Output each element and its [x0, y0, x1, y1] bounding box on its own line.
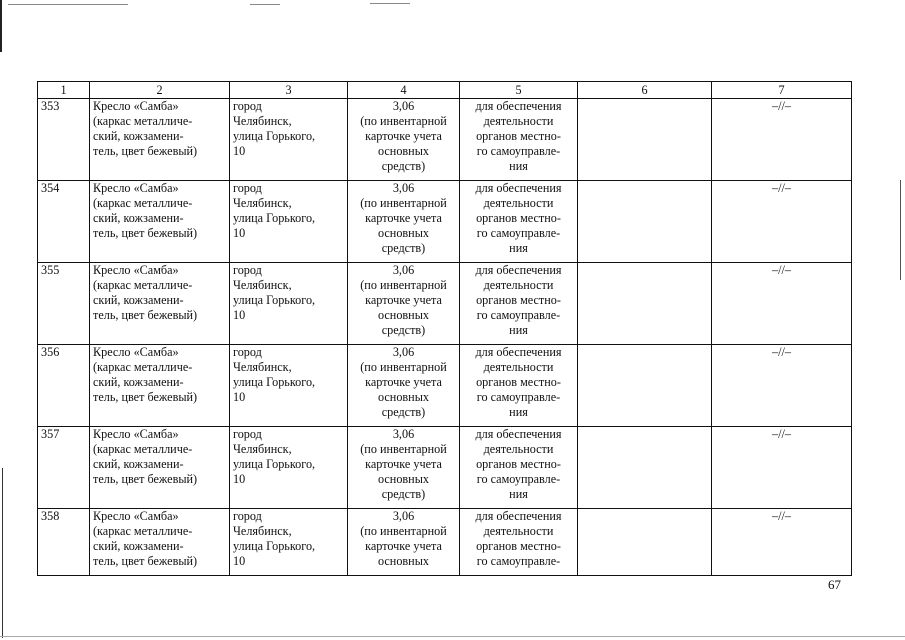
- cost-line: (по инвентарной: [360, 442, 447, 456]
- address-cell: [230, 99, 348, 181]
- purpose-line: деятельности: [483, 196, 554, 210]
- item-name-line: ский, кожзамени-: [93, 211, 184, 225]
- cost-line: основных: [378, 308, 429, 322]
- address-cell: [230, 263, 348, 345]
- item-name-line: ский, кожзамени-: [93, 375, 184, 389]
- ditto-mark-cell: –//–: [712, 99, 852, 181]
- purpose-cell: [460, 181, 578, 263]
- scan-artifact: [8, 4, 128, 5]
- item-name-line: (каркас металличе-: [93, 278, 193, 292]
- address-cell: [230, 345, 348, 427]
- address-line: 10: [233, 144, 246, 158]
- item-name-line: ский, кожзамени-: [93, 539, 184, 553]
- purpose-line: ния: [509, 241, 528, 255]
- cost-cell: [348, 427, 460, 509]
- item-name-line: Кресло «Самба»: [93, 427, 179, 441]
- cost-line: 3,06: [392, 509, 415, 523]
- purpose-line: органов местно-: [476, 457, 561, 471]
- purpose-line: го самоуправле-: [476, 472, 561, 486]
- table-header-row: [38, 82, 852, 99]
- purpose-line: для обеспечения: [475, 263, 562, 277]
- purpose-line: ния: [509, 323, 528, 337]
- address-cell: [230, 427, 348, 509]
- ditto-mark-cell: –//–: [712, 345, 852, 427]
- purpose-line: го самоуправле-: [476, 390, 561, 404]
- item-name-line: (каркас металличе-: [93, 442, 193, 456]
- purpose-line: органов местно-: [476, 375, 561, 389]
- cost-line: карточке учета: [365, 457, 442, 471]
- purpose-line: ния: [509, 487, 528, 501]
- column-header: 5: [460, 82, 578, 99]
- purpose-line: деятельности: [483, 360, 554, 374]
- cost-cell: [348, 263, 460, 345]
- column-header: 4: [348, 82, 460, 99]
- address-line: 10: [233, 390, 246, 404]
- table-row: [38, 181, 852, 263]
- cost-line: 3,06: [392, 345, 415, 359]
- cost-line: (по инвентарной: [360, 196, 447, 210]
- cost-line: основных: [378, 554, 429, 568]
- item-name-line: (каркас металличе-: [93, 360, 193, 374]
- cost-cell: [348, 509, 460, 576]
- purpose-cell: [460, 427, 578, 509]
- address-line: улица Горького,: [233, 211, 316, 225]
- address-line: 10: [233, 226, 246, 240]
- row-number-cell: 355: [38, 263, 90, 345]
- item-name-line: Кресло «Самба»: [93, 99, 179, 113]
- cost-line: основных: [378, 472, 429, 486]
- table-row: [38, 345, 852, 427]
- item-name-line: ский, кожзамени-: [93, 457, 184, 471]
- address-line: город: [233, 99, 262, 113]
- property-table: [37, 81, 852, 576]
- item-name-cell: [90, 263, 230, 345]
- cost-cell: [348, 99, 460, 181]
- purpose-line: ния: [509, 405, 528, 419]
- purpose-line: для обеспечения: [475, 427, 562, 441]
- purpose-line: го самоуправле-: [476, 226, 561, 240]
- purpose-line: го самоуправле-: [476, 554, 561, 568]
- cost-line: основных: [378, 390, 429, 404]
- item-name-line: ский, кожзамени-: [93, 129, 184, 143]
- address-line: улица Горького,: [233, 129, 316, 143]
- item-name-line: тель, цвет бежевый): [93, 308, 198, 322]
- item-name-cell: [90, 345, 230, 427]
- address-line: улица Горького,: [233, 375, 316, 389]
- cost-line: средств): [381, 405, 426, 419]
- cost-cell: [348, 181, 460, 263]
- purpose-cell: [460, 345, 578, 427]
- item-name-line: (каркас металличе-: [93, 196, 193, 210]
- purpose-line: для обеспечения: [475, 509, 562, 523]
- purpose-line: деятельности: [483, 442, 554, 456]
- column-6-cell: [578, 509, 712, 576]
- cost-line: 3,06: [392, 181, 415, 195]
- purpose-line: го самоуправле-: [476, 308, 561, 322]
- address-line: город: [233, 509, 262, 523]
- cost-line: основных: [378, 226, 429, 240]
- address-line: 10: [233, 308, 246, 322]
- scan-artifact: [250, 4, 280, 5]
- purpose-line: деятельности: [483, 114, 554, 128]
- address-line: Челябинск,: [233, 114, 292, 128]
- purpose-line: для обеспечения: [475, 181, 562, 195]
- purpose-line: органов местно-: [476, 293, 561, 307]
- row-number-cell: 358: [38, 509, 90, 576]
- scan-artifact: [900, 180, 901, 280]
- address-line: улица Горького,: [233, 457, 316, 471]
- cost-line: карточке учета: [365, 211, 442, 225]
- address-line: город: [233, 345, 262, 359]
- cost-line: 3,06: [392, 263, 415, 277]
- cost-line: карточке учета: [365, 375, 442, 389]
- item-name-line: тель, цвет бежевый): [93, 390, 198, 404]
- item-name-line: Кресло «Самба»: [93, 263, 179, 277]
- item-name-line: тель, цвет бежевый): [93, 226, 198, 240]
- item-name-cell: [90, 99, 230, 181]
- column-6-cell: [578, 99, 712, 181]
- cost-cell: [348, 345, 460, 427]
- item-name-cell: [90, 509, 230, 576]
- column-6-cell: [578, 427, 712, 509]
- address-line: улица Горького,: [233, 539, 316, 553]
- address-line: Челябинск,: [233, 442, 292, 456]
- purpose-cell: [460, 99, 578, 181]
- row-number-cell: 356: [38, 345, 90, 427]
- cost-line: 3,06: [392, 427, 415, 441]
- item-name-line: (каркас металличе-: [93, 114, 193, 128]
- ditto-mark-cell: –//–: [712, 427, 852, 509]
- address-cell: [230, 509, 348, 576]
- page-number: 67: [828, 577, 841, 592]
- address-line: 10: [233, 554, 246, 568]
- cost-line: средств): [381, 323, 426, 337]
- row-number-cell: 353: [38, 99, 90, 181]
- row-number-cell: 354: [38, 181, 90, 263]
- scan-artifact: [2, 468, 3, 638]
- purpose-line: ния: [509, 159, 528, 173]
- item-name-line: ский, кожзамени-: [93, 293, 184, 307]
- purpose-line: деятельности: [483, 524, 554, 538]
- item-name-line: Кресло «Самба»: [93, 181, 179, 195]
- ditto-mark-cell: –//–: [712, 509, 852, 576]
- purpose-cell: [460, 509, 578, 576]
- column-6-cell: [578, 263, 712, 345]
- purpose-cell: [460, 263, 578, 345]
- row-number-cell: 357: [38, 427, 90, 509]
- column-header: 2: [90, 82, 230, 99]
- table-row: [38, 427, 852, 509]
- column-6-cell: [578, 345, 712, 427]
- item-name-cell: [90, 181, 230, 263]
- table-row: [38, 263, 852, 345]
- column-header: 7: [712, 82, 852, 99]
- ditto-mark-cell: –//–: [712, 263, 852, 345]
- address-line: город: [233, 427, 262, 441]
- cost-line: (по инвентарной: [360, 278, 447, 292]
- item-name-line: тель, цвет бежевый): [93, 554, 198, 568]
- table-row: [38, 509, 852, 576]
- cost-line: 3,06: [392, 99, 415, 113]
- address-line: Челябинск,: [233, 360, 292, 374]
- purpose-line: деятельности: [483, 278, 554, 292]
- address-line: 10: [233, 472, 246, 486]
- item-name-cell: [90, 427, 230, 509]
- ditto-mark-cell: –//–: [712, 181, 852, 263]
- address-line: улица Горького,: [233, 293, 316, 307]
- item-name-line: (каркас металличе-: [93, 524, 193, 538]
- cost-line: основных: [378, 144, 429, 158]
- address-line: Челябинск,: [233, 196, 292, 210]
- address-cell: [230, 181, 348, 263]
- scan-artifact: [0, 636, 905, 637]
- address-line: Челябинск,: [233, 278, 292, 292]
- cost-line: карточке учета: [365, 293, 442, 307]
- purpose-line: для обеспечения: [475, 345, 562, 359]
- purpose-line: го самоуправле-: [476, 144, 561, 158]
- cost-line: карточке учета: [365, 539, 442, 553]
- cost-line: средств): [381, 241, 426, 255]
- item-name-line: Кресло «Самба»: [93, 345, 179, 359]
- column-header: 6: [578, 82, 712, 99]
- cost-line: (по инвентарной: [360, 360, 447, 374]
- item-name-line: Кресло «Самба»: [93, 509, 179, 523]
- purpose-line: для обеспечения: [475, 99, 562, 113]
- address-line: город: [233, 181, 262, 195]
- item-name-line: тель, цвет бежевый): [93, 472, 198, 486]
- table-row: [38, 99, 852, 181]
- scan-artifact: [0, 0, 2, 52]
- address-line: Челябинск,: [233, 524, 292, 538]
- cost-line: средств): [381, 487, 426, 501]
- cost-line: средств): [381, 159, 426, 173]
- column-header: 1: [38, 82, 90, 99]
- purpose-line: органов местно-: [476, 211, 561, 225]
- item-name-line: тель, цвет бежевый): [93, 144, 198, 158]
- purpose-line: органов местно-: [476, 129, 561, 143]
- cost-line: (по инвентарной: [360, 524, 447, 538]
- cost-line: карточке учета: [365, 129, 442, 143]
- cost-line: (по инвентарной: [360, 114, 447, 128]
- purpose-line: органов местно-: [476, 539, 561, 553]
- column-header: 3: [230, 82, 348, 99]
- address-line: город: [233, 263, 262, 277]
- scan-artifact: [370, 3, 410, 4]
- column-6-cell: [578, 181, 712, 263]
